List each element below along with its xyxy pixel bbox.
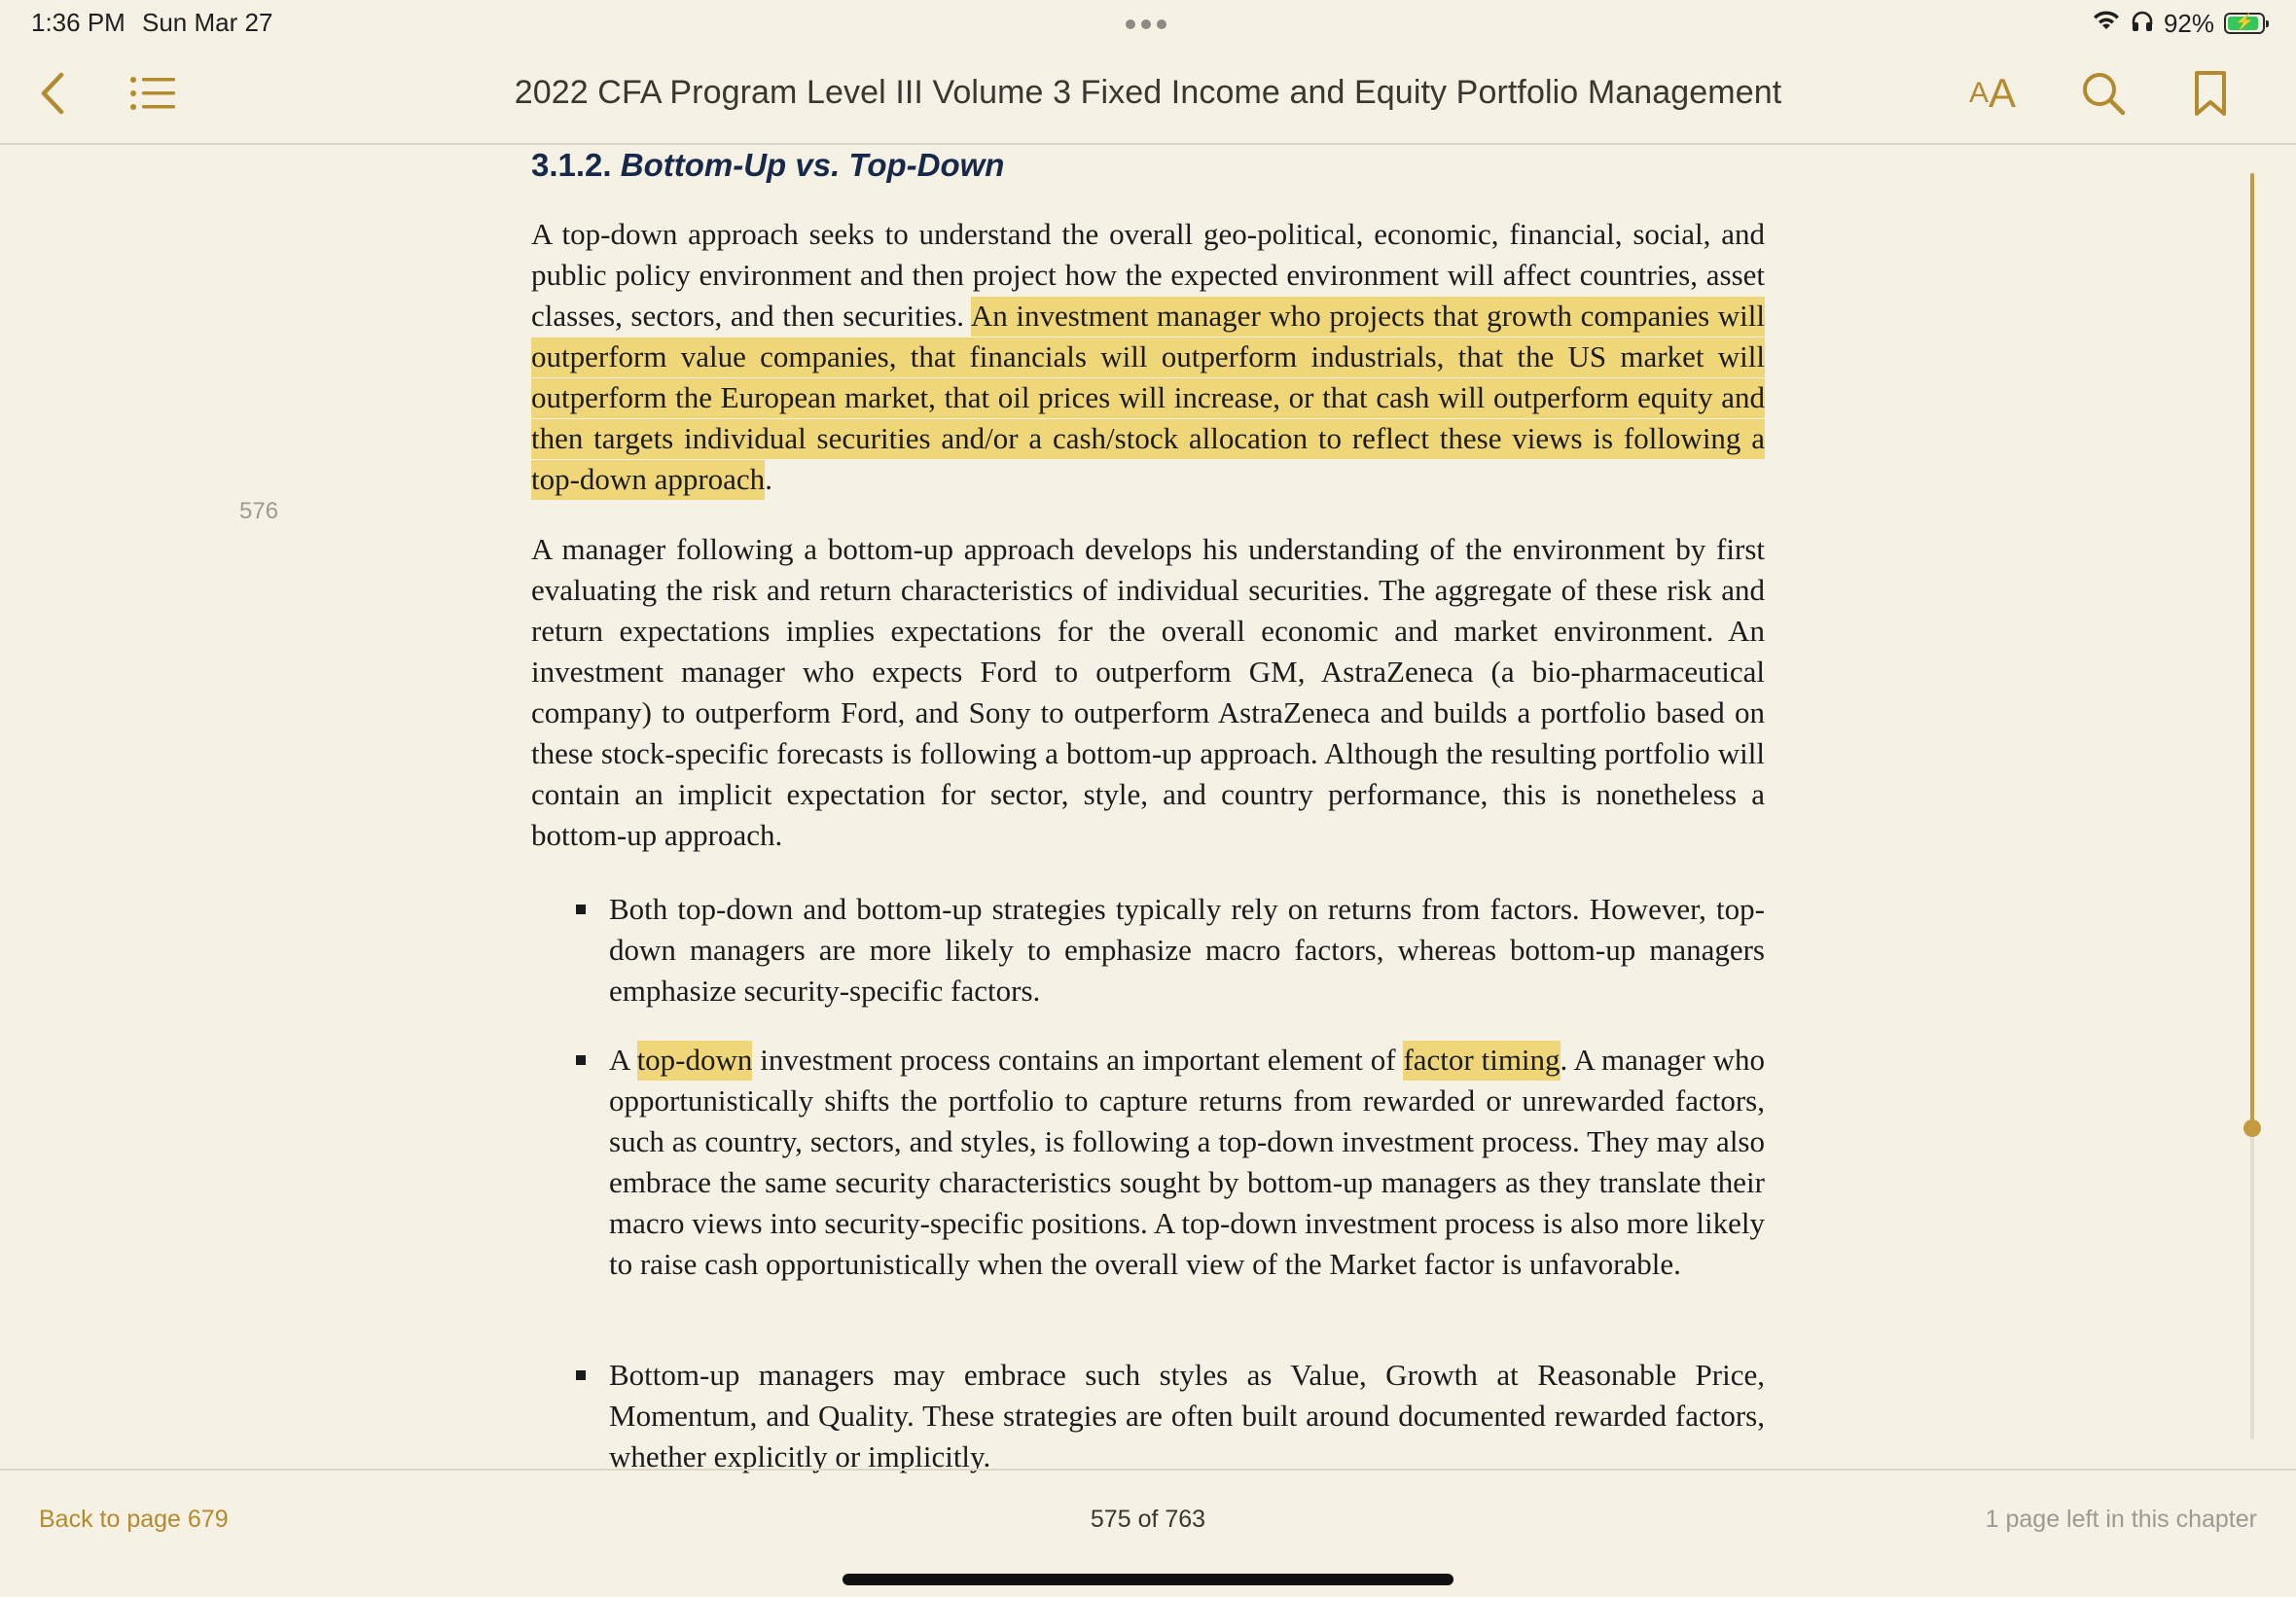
margin-page-number: 576 [239, 498, 279, 524]
status-time: 1:36 PM [31, 8, 126, 37]
bullet-item[interactable] [531, 1355, 1765, 1477]
book-title: 2022 CFA Program Level III Volume 3 Fixed Income and Equity Portfolio Management [514, 74, 1782, 111]
search-icon[interactable] [2072, 64, 2135, 123]
chapter-pages-remaining: 1 page left in this chapter [1985, 1506, 2257, 1533]
multitasking-dots-icon[interactable] [1126, 19, 1166, 29]
highlighted-passage[interactable]: An investment manager who projects that growth companies will outperform value companies, that financials will outperform industrials, that the US market will outperform the European market, that oil prices will increase, or that cash will outperform equity and then targets individual securities and/or a cash/stock allocation to reflect these views is following a top-down approach [531, 297, 1765, 500]
paragraph-top-down[interactable]: A top-down approach seeks to understand the overall geo-political, economic, financial, social, and public policy environment and then project how the expected environment will affect countries, asset classes, sectors, and then securities. An investment manager who projects that growth companies will outperform value companies, that financials will outperform industrials, that the US market will outperform the European market, that oil prices will increase, or that cash will outperform equity and then targets individual securities and/or a cash/stock allocation to reflect these views is following a top-down approach. [531, 214, 1765, 500]
bullet-marker-icon [576, 1370, 586, 1380]
bookmark-icon[interactable] [2179, 64, 2242, 123]
highlighted-term[interactable]: top-down [637, 1041, 753, 1081]
bullet-marker-icon [576, 1055, 586, 1065]
bullet-item[interactable] [531, 1040, 1765, 1285]
paragraph-bottom-up[interactable]: A manager following a bottom-up approach develops his understanding of the environment by first evaluating the risk and return characteristics of individual securities. The aggregate of these risk and return expectations implies expectations for the overall economic and market environment. An investment manager who expects Ford to outperform GM, AstraZeneca (a bio-pharmaceutical company) to outperform Ford, and Sony to outperform AstraZeneca and builds a portfolio based on these stock-specific forecasts is following a bottom-up approach. Although the resulting portfolio will contain an implicit expectation for sector, style, and country performance, this is nonetheless a bottom-up approach. [531, 532, 1765, 852]
page-scrubber-progress [2250, 173, 2254, 1128]
highlighted-term[interactable]: factor timing [1403, 1041, 1560, 1081]
bullet-text: A top-down investment process contains an important element of factor timing. A manager who opportunistically shifts the portfolio to capture returns from rewarded or unrewarded factors, such as country, sectors, and styles, is following a top-down investment process. They may also embrace the same security characteristics sought by bottom-up managers as they translate their macro views into security-specific positions. A top-down investment process is also more likely to raise cash opportunistically when the overall view of the Market factor is unfavorable. [609, 1043, 1765, 1281]
wifi-icon [2092, 10, 2121, 38]
text-size-icon[interactable]: A A [1968, 70, 2017, 116]
page-indicator: 575 of 763 [1090, 1506, 1206, 1533]
bullet-text: Bottom-up managers may embrace such styles as Value, Growth at Reasonable Price, Momentum, and Quality. These strategies are often built around documented rewarded factors, whether explicitly or implicitly. [609, 1358, 1765, 1473]
reader-footer [0, 1469, 2296, 1597]
bullet-text: Both top-down and bottom-up strategies typically rely on returns from factors. However, top-down managers are more likely to emphasize macro factors, whereas bottom-up managers emphasize security-specific factors. [609, 892, 1765, 1008]
back-to-page-link[interactable]: Back to page 679 [39, 1506, 229, 1533]
battery-charging-icon: ⚡ [2224, 13, 2265, 34]
bullet-item[interactable] [531, 889, 1765, 1011]
status-bar [0, 0, 2296, 45]
home-indicator[interactable] [843, 1574, 1453, 1585]
section-heading [531, 147, 1004, 184]
status-indicators [2092, 8, 2265, 39]
bullet-marker-icon [576, 905, 586, 914]
section-number: 3.1.2. [531, 147, 612, 183]
battery-percent: 92% [2163, 8, 2214, 38]
page-scrubber-thumb[interactable] [2243, 1119, 2261, 1137]
reader-toolbar [0, 45, 2296, 145]
section-title: Bottom-Up vs. Top-Down [620, 147, 1005, 183]
headphones-icon [2131, 10, 2154, 38]
status-date: Sun Mar 27 [142, 8, 273, 37]
